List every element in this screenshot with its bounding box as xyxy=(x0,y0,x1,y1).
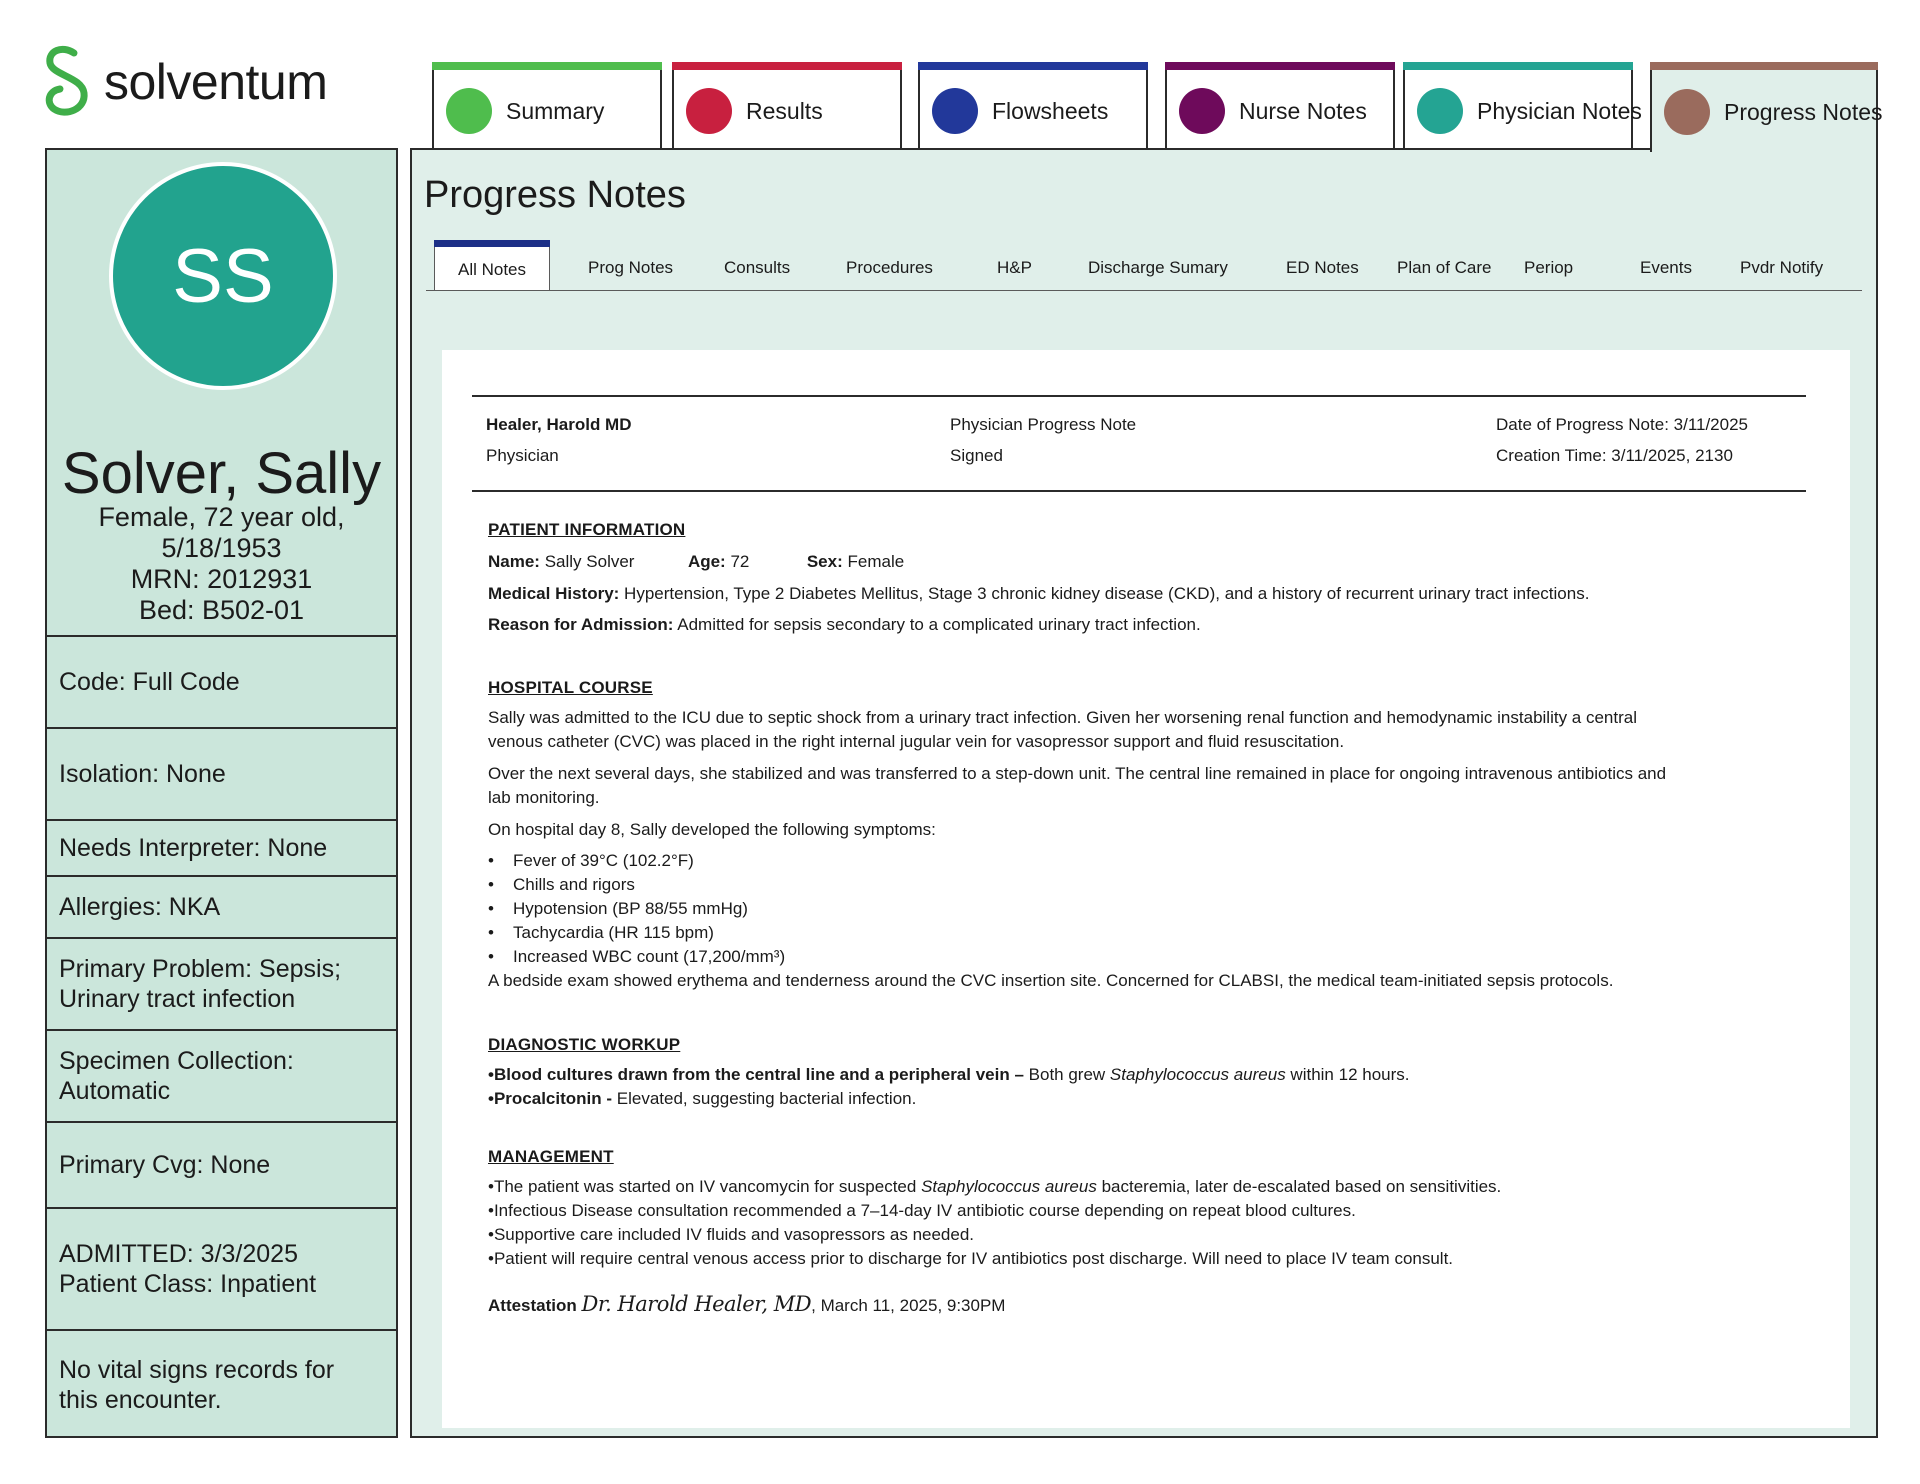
solventum-s-icon xyxy=(40,43,96,121)
tab-summary[interactable] xyxy=(432,62,662,150)
brand-name: solventum xyxy=(104,54,328,110)
patient-mrn: MRN: 2012931 xyxy=(130,564,313,594)
subtab-ed-notes[interactable]: ED Notes xyxy=(1286,258,1359,277)
subtab-h-and-p[interactable]: H&P xyxy=(997,258,1032,277)
medical-history: Medical History: Hypertension, Type 2 Diabetes Mellitus, Stage 3 chronic kidney disease (CKD), and a history of recurrent urinary tract infections. xyxy=(488,584,1590,603)
tab-label: Summary xyxy=(506,97,605,124)
section-heading-management: MANAGEMENT xyxy=(488,1147,614,1166)
note-creation-time: Creation Time: 3/11/2025, 2130 xyxy=(1496,446,1733,465)
patient-bed: Bed: B502-01 xyxy=(138,595,305,625)
code-status: Code: Full Code xyxy=(47,635,396,727)
physician-signature: Dr. Harold Healer, MD xyxy=(581,1292,812,1316)
tab-label: Progress Notes xyxy=(1724,98,1883,125)
interpreter-status: Needs Interpreter: None xyxy=(47,819,396,875)
course-paragraph: Sally was admitted to the ICU due to septic shock from a urinary tract infection. Given her worsening renal function and hemodynamic instability a central venous catheter (CVC) was placed in the right internal jugular vein for vasopressor support and fluid resuscitation. xyxy=(488,708,1638,751)
management-item: •Infectious Disease consultation recommended a 7–14-day IV antibiotic course depending on repeat blood cultures. xyxy=(488,1201,1356,1220)
management-item: •The patient was started on IV vancomycin for suspected Staphylococcus aureus bacteremia, later de-escalated based on sensitivities. xyxy=(488,1177,1502,1196)
tab-label: Flowsheets xyxy=(992,97,1109,124)
tab-label: Results xyxy=(746,97,823,124)
subtab-consults[interactable]: Consults xyxy=(724,258,791,277)
patient-sex-age: Female, 72 year old, xyxy=(98,502,345,532)
green-dot-icon xyxy=(446,88,492,134)
symptom-list-item: • Tachycardia (HR 115 bpm) xyxy=(488,923,714,942)
subtab-procedures[interactable]: Procedures xyxy=(846,258,933,277)
management-item: •Patient will require central venous access prior to discharge for IV antibiotics post discharge. Will need to place IV team consult. xyxy=(488,1249,1454,1268)
solventum-logo xyxy=(40,42,360,122)
section-heading-diagnostic-workup: DIAGNOSTIC WORKUP xyxy=(488,1035,681,1054)
tab-progress-notes[interactable] xyxy=(1650,62,1883,152)
patient-sidebar xyxy=(45,148,398,1438)
symptom-list-item: • Chills and rigors xyxy=(488,875,635,894)
note-status: Signed xyxy=(950,446,1003,465)
note-author-role: Physician xyxy=(486,446,559,465)
vital-signs-status: No vital signs records for this encounter. xyxy=(47,1329,396,1438)
progress-note-document xyxy=(442,350,1850,1428)
blue-dot-icon xyxy=(932,88,978,134)
management-item: •Supportive care included IV fluids and vasopressors as needed. xyxy=(488,1225,975,1244)
red-dot-icon xyxy=(686,88,732,134)
page-title: Progress Notes xyxy=(424,174,686,216)
course-paragraph: On hospital day 8, Sally developed the following symptoms: xyxy=(488,820,936,839)
subtab-prog-notes[interactable]: Prog Notes xyxy=(588,258,674,277)
isolation-status: Isolation: None xyxy=(47,727,396,819)
admission-info: ADMITTED: 3/3/2025 Patient Class: Inpatient xyxy=(47,1207,396,1329)
note-date: Date of Progress Note: 3/11/2025 xyxy=(1496,415,1749,434)
tab-label: Nurse Notes xyxy=(1239,97,1367,124)
section-heading-hospital-course: HOSPITAL COURSE xyxy=(488,678,653,697)
progress-notes-panel xyxy=(410,148,1878,1438)
tab-physician-notes[interactable] xyxy=(1403,62,1642,150)
patient-name: Solver, Sally xyxy=(61,441,382,506)
workup-item: •Blood cultures drawn from the central line and a peripheral vein – Both grew Staphylococcus aureus within 12 hours. xyxy=(488,1065,1410,1084)
teal-dot-icon xyxy=(1417,88,1463,134)
course-paragraph: Over the next several days, she stabilized and was transferred to a step-down unit. The central line remained in place for ongoing intravenous antibiotics and lab monitoring. xyxy=(488,764,1667,807)
avatar-initials: SS xyxy=(172,233,274,319)
attestation: Attestation Dr. Harold Healer, MD, March 11, 2025, 9:30PM xyxy=(488,1292,1006,1316)
subtab-discharge-summary[interactable]: Discharge Sumary xyxy=(1088,258,1228,277)
specimen-collection: Specimen Collection: Automatic xyxy=(47,1029,396,1121)
symptom-list-item: • Increased WBC count (17,200/mm³) xyxy=(488,947,786,966)
subtab-plan-of-care[interactable]: Plan of Care xyxy=(1397,258,1492,277)
subtab-periop[interactable]: Periop xyxy=(1524,258,1574,277)
section-heading-patient-info: PATIENT INFORMATION xyxy=(488,520,686,539)
primary-coverage: Primary Cvg: None xyxy=(47,1121,396,1207)
symptom-list-item: • Hypotension (BP 88/55 mmHg) xyxy=(488,899,748,918)
reason-for-admission: Reason for Admission: Admitted for sepsis secondary to a complicated urinary tract infection. xyxy=(488,615,1201,634)
brown-dot-icon xyxy=(1664,89,1710,135)
primary-problem: Primary Problem: Sepsis; Urinary tract infection xyxy=(47,937,396,1029)
patient-demographics: Name: Sally Solver Age: 72 Sex: Female xyxy=(488,552,905,571)
avatar xyxy=(109,162,337,390)
purple-dot-icon xyxy=(1179,88,1225,134)
tab-flowsheets[interactable] xyxy=(918,62,1148,150)
symptom-list-item: • Fever of 39°C (102.2°F) xyxy=(488,851,694,870)
tab-label: Physician Notes xyxy=(1477,97,1642,124)
note-author: Healer, Harold MD xyxy=(486,415,632,434)
course-paragraph: A bedside exam showed erythema and tenderness around the CVC insertion site. Concerned for CLABSI, the medical team-initiated sepsis protocols. xyxy=(488,971,1614,990)
subtab-all-notes[interactable]: All Notes xyxy=(434,240,550,290)
tab-results[interactable] xyxy=(672,62,902,150)
patient-dob: 5/18/1953 xyxy=(161,533,282,563)
note-type: Physician Progress Note xyxy=(950,415,1137,434)
allergies: Allergies: NKA xyxy=(47,875,396,937)
subtab-pvdr-notify[interactable]: Pvdr Notify xyxy=(1740,258,1824,277)
subtab-events[interactable]: Events xyxy=(1640,258,1692,277)
workup-item: •Procalcitonin - Elevated, suggesting bacterial infection. xyxy=(488,1089,917,1108)
tab-nurse-notes[interactable] xyxy=(1165,62,1395,150)
